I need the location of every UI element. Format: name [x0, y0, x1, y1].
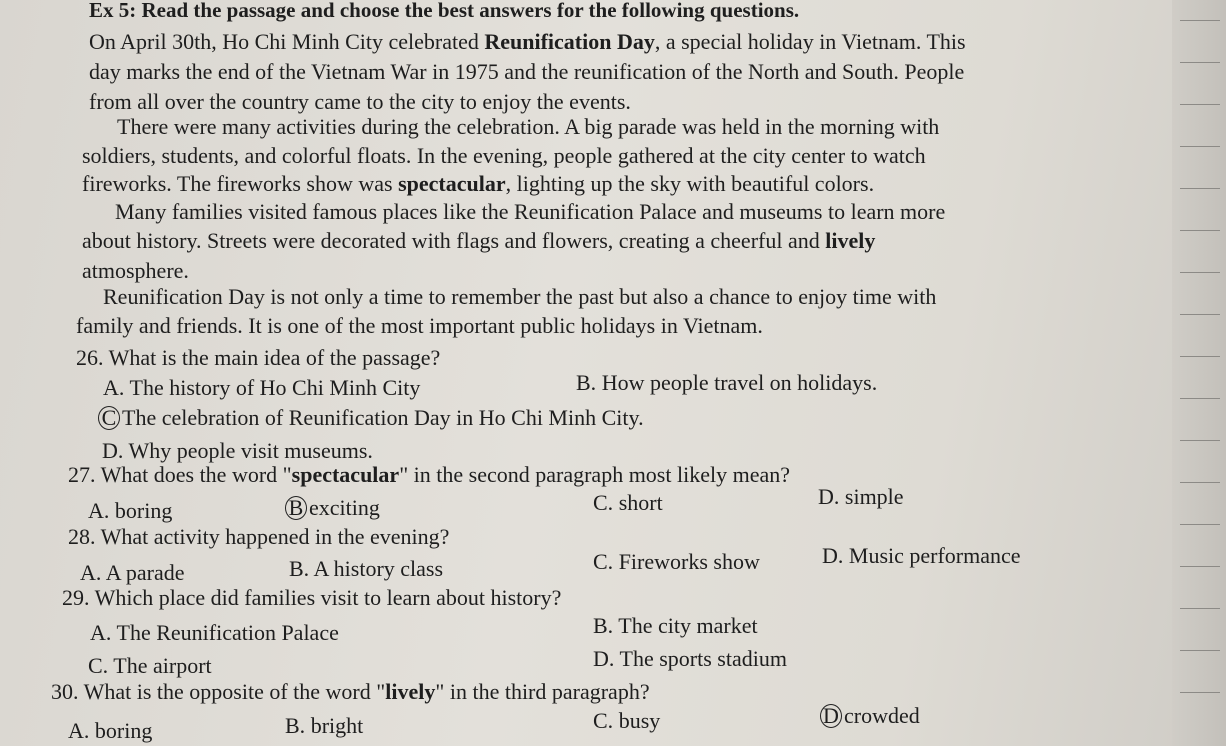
q28-option-b[interactable]: B. A history class	[289, 556, 444, 581]
passage-p1-line2: day marks the end of the Vietnam War in 1975 and the reunification of the North and South. People	[89, 59, 965, 84]
q29-option-b[interactable]: B. The city market	[593, 613, 758, 638]
notebook-edge	[1172, 0, 1226, 746]
q30-option-a[interactable]: A. boring	[68, 718, 153, 743]
passage-p2-line2: soldiers, students, and colorful floats. In the evening, people gathered at the city center to watch	[82, 143, 926, 168]
q30-option-c[interactable]: C. busy	[593, 708, 661, 733]
q29-option-a[interactable]: A. The Reunification Palace	[90, 620, 339, 645]
exercise-heading: Ex 5: Read the passage and choose the best answers for the following questions.	[89, 0, 800, 22]
q30-option-b[interactable]: B. bright	[285, 713, 364, 738]
answer-circle: C	[98, 406, 120, 430]
q27-option-a[interactable]: A. boring	[88, 498, 173, 523]
question-28: 28. What activity happened in the evening?	[68, 524, 450, 549]
passage-p3-line2: about history. Streets were decorated with flags and flowers, creating a cheerful and lively	[82, 228, 876, 253]
q28-option-a[interactable]: A. A parade	[80, 560, 185, 585]
passage-p3-line1: Many families visited famous places like the Reunification Palace and museums to learn more	[115, 199, 946, 224]
q26-option-d[interactable]: D. Why people visit museums.	[102, 438, 373, 463]
q29-option-c[interactable]: C. The airport	[88, 653, 212, 678]
q27-option-d[interactable]: D. simple	[818, 484, 904, 509]
passage-p1-line3: from all over the country came to the city to enjoy the events.	[89, 89, 631, 114]
q26-option-c-selected[interactable]: C The celebration of Reunification Day in Ho Chi Minh City.	[98, 405, 644, 431]
passage-p4-line1: Reunification Day is not only a time to remember the past but also a chance to enjoy time with	[103, 284, 937, 309]
question-27: 27. What does the word "spectacular" in the second paragraph most likely mean?	[68, 462, 790, 487]
passage-p1-line1: On April 30th, Ho Chi Minh City celebrated Reunification Day, a special holiday in Vietnam. This	[89, 29, 966, 54]
q28-option-d[interactable]: D. Music performance	[822, 543, 1021, 568]
q26-option-a[interactable]: A. The history of Ho Chi Minh City	[103, 375, 421, 400]
answer-circle: B	[285, 496, 307, 520]
question-29: 29. Which place did families visit to learn about history?	[62, 585, 562, 610]
q29-option-d[interactable]: D. The sports stadium	[593, 646, 787, 671]
question-30: 30. What is the opposite of the word "lively" in the third paragraph?	[51, 679, 650, 704]
passage-p3-line3: atmosphere.	[82, 258, 189, 283]
q27-option-b-selected[interactable]: B exciting	[285, 495, 380, 521]
q27-option-c[interactable]: C. short	[593, 490, 663, 515]
passage-p2-line1: There were many activities during the celebration. A big parade was held in the morning with	[117, 114, 940, 139]
passage-p2-line3: fireworks. The fireworks show was spectacular, lighting up the sky with beautiful colors.	[82, 171, 875, 196]
q28-option-c[interactable]: C. Fireworks show	[593, 549, 760, 574]
answer-circle: D	[820, 704, 842, 728]
q30-option-d-selected[interactable]: D crowded	[820, 703, 920, 729]
passage-p4-line2: family and friends. It is one of the most important public holidays in Vietnam.	[76, 313, 763, 338]
question-26: 26. What is the main idea of the passage?	[76, 345, 441, 370]
q26-option-b[interactable]: B. How people travel on holidays.	[576, 370, 878, 395]
